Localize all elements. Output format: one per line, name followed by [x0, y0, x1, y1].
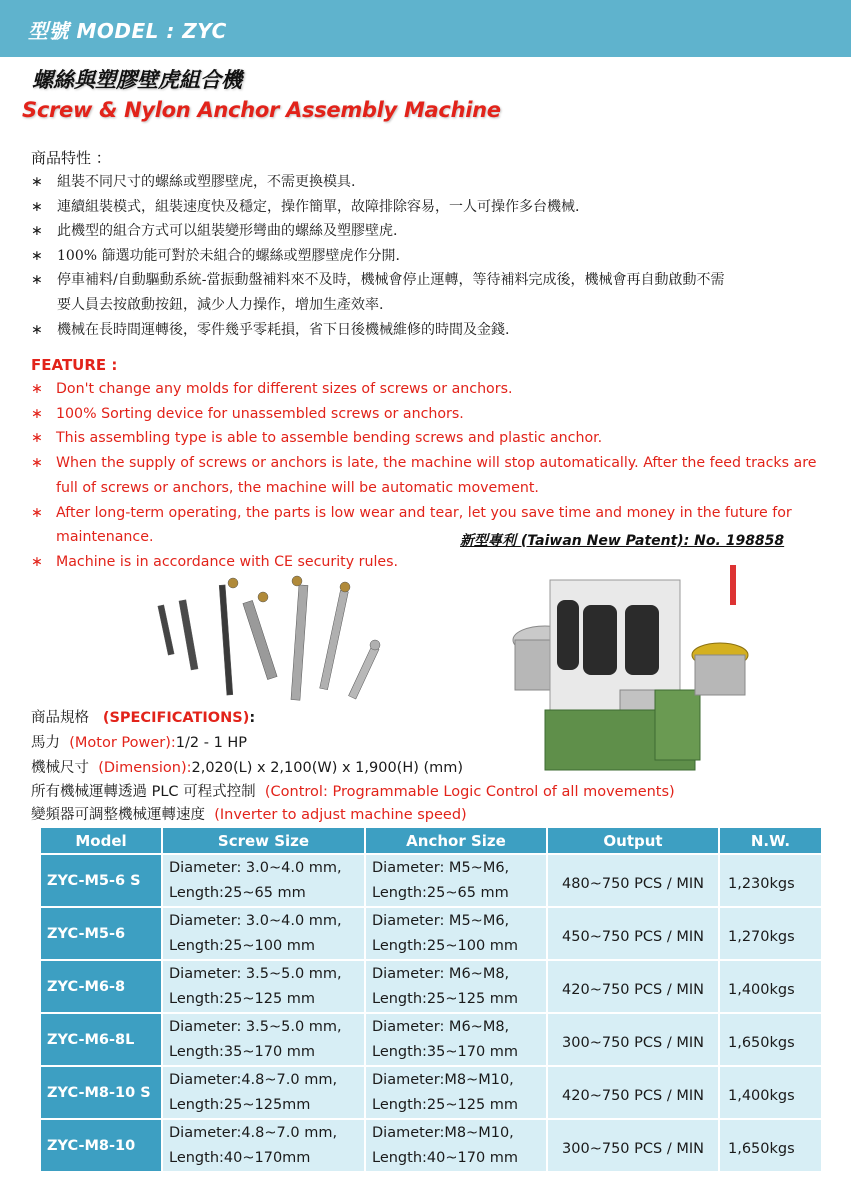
table-row: [41, 1014, 821, 1065]
feature-en-item: ∗ After long-term operating, the parts is low wear and tear, let you save time and money in the future for maintenance.: [31, 504, 792, 546]
model-cell: ZYC-M5-6 S: [41, 855, 161, 906]
feature-zh-item: ∗ 組裝不同尺寸的螺絲或塑膠壁虎，不需更換模具.: [31, 174, 356, 190]
output-cell: 300~750 PCS / MIN: [548, 1120, 718, 1171]
col-header: N.W.: [720, 828, 821, 853]
spec-inverter: 變頻器可調整機械運轉速度 (Inverter to adjust machine speed): [31, 807, 467, 823]
feature-en-item: ∗ This assembling type is able to assemble bending screws and plastic anchor.: [31, 430, 603, 447]
spec-heading: 商品規格 (SPECIFICATIONS):: [31, 710, 256, 726]
screw-cell: Diameter: 3.0~4.0 mm, Length:25~65 mm: [163, 855, 364, 906]
feature-zh-item: ∗ 連續組裝模式，組裝速度快及穩定，操作簡單，故障排除容易，一人可操作多台機械.: [31, 198, 580, 215]
table-row: [41, 961, 821, 1012]
page-title: 型號 MODEL : ZYC: [28, 19, 227, 43]
anchor-cell: Diameter: M5~M6, Length:25~100 mm: [366, 908, 546, 959]
feature-zh-item: ∗ 機械在長時間運轉後，零件幾乎零耗損，省下日後機械維修的時間及金錢.: [31, 321, 510, 338]
feature-en-item: ∗ When the supply of screws or anchors is late, the machine will stop automatically. After the feed tracks are full of screws or anchors, the machine will be automatic movement.: [31, 455, 817, 496]
output-cell: 300~750 PCS / MIN: [548, 1014, 718, 1065]
anchor-cell: Diameter: M6~M8, Length:35~170 mm: [366, 1014, 546, 1065]
col-header: Output: [548, 828, 718, 853]
machine-photo: [505, 560, 750, 775]
output-cell: 420~750 PCS / MIN: [548, 961, 718, 1012]
header-bar: [0, 0, 851, 57]
spec-motor: 馬力 (Motor Power):1/2 - 1 HP: [31, 735, 248, 751]
product-title-zh: 螺絲與塑膠壁虎組合機: [32, 67, 242, 92]
product-title-en: Screw & Nylon Anchor Assembly Machine: [22, 98, 501, 122]
col-header: Anchor Size: [366, 828, 546, 853]
weight-cell: 1,400kgs: [720, 1067, 821, 1118]
weight-cell: 1,400kgs: [720, 961, 821, 1012]
screw-cell: Diameter:4.8~7.0 mm, Length:40~170mm: [163, 1120, 364, 1171]
anchor-cell: Diameter: M5~M6, Length:25~65 mm: [366, 855, 546, 906]
table-header-row: [41, 828, 821, 853]
anchor-screw-icon: [158, 576, 380, 700]
anchor-cell: Diameter:M8~M10, Length:40~170 mm: [366, 1120, 546, 1171]
features-en-heading: FEATURE :: [31, 356, 118, 374]
anchor-cell: Diameter: M6~M8, Length:25~125 mm: [366, 961, 546, 1012]
table-row: [41, 908, 821, 959]
spec-table: [39, 826, 823, 1173]
features-zh-list: [31, 170, 821, 342]
feature-zh-item: ∗ 停車補料/自動驅動系統-當振動盤補料來不及時，機械會停止運轉，等待補料完成後，機械會再自動啟動不需要人員去按啟動按鈕，減少人力操作，增加生產效率.: [31, 272, 725, 313]
spec-dimension: 機械尺寸 (Dimension):2,020(L) x 2,100(W) x 1,900(H) (mm): [31, 760, 464, 776]
screw-cell: Diameter:4.8~7.0 mm, Length:25~125mm: [163, 1067, 364, 1118]
output-cell: 420~750 PCS / MIN: [548, 1067, 718, 1118]
weight-cell: 1,650kgs: [720, 1014, 821, 1065]
table-row: [41, 1067, 821, 1118]
model-cell: ZYC-M6-8: [41, 961, 161, 1012]
screw-cell: Diameter: 3.0~4.0 mm, Length:25~100 mm: [163, 908, 364, 959]
feature-en-item: ∗ 100% Sorting device for unassembled screws or anchors.: [31, 405, 464, 422]
output-cell: 480~750 PCS / MIN: [548, 855, 718, 906]
feature-en-item: ∗ Don't change any molds for different sizes of screws or anchors.: [31, 381, 513, 397]
col-header: Screw Size: [163, 828, 364, 853]
feature-zh-item: ∗ 此機型的組合方式可以組裝變形彎曲的螺絲及塑膠壁虎.: [31, 223, 398, 240]
weight-cell: 1,650kgs: [720, 1120, 821, 1171]
model-cell: ZYC-M6-8L: [41, 1014, 161, 1065]
model-cell: ZYC-M5-6: [41, 908, 161, 959]
patent-note: 新型專利 (Taiwan New Patent): No. 198858: [460, 533, 785, 549]
model-cell: ZYC-M8-10: [41, 1120, 161, 1171]
table-row: [41, 855, 821, 906]
anchor-cell: Diameter:M8~M10, Length:25~125 mm: [366, 1067, 546, 1118]
model-cell: ZYC-M8-10 S: [41, 1067, 161, 1118]
weight-cell: 1,270kgs: [720, 908, 821, 959]
features-zh-heading: 商品特性 ：: [31, 149, 111, 167]
screw-anchor-photo: [145, 575, 405, 710]
feature-en-item: ∗ Machine is in accordance with CE security rules.: [31, 553, 399, 570]
screw-cell: Diameter: 3.5~5.0 mm, Length:35~170 mm: [163, 1014, 364, 1065]
spec-plc: 所有機械運轉透過 PLC 可程式控制 (Control: Programmable Logic Control of all movements): [31, 784, 675, 800]
weight-cell: 1,230kgs: [720, 855, 821, 906]
screw-cell: Diameter: 3.5~5.0 mm, Length:25~125 mm: [163, 961, 364, 1012]
machine-icon: [513, 565, 748, 770]
table-row: [41, 1120, 821, 1171]
feature-zh-item: ∗ 100% 篩選功能可對於未組合的螺絲或塑膠壁虎作分開.: [31, 247, 400, 264]
col-header: Model: [41, 828, 161, 853]
output-cell: 450~750 PCS / MIN: [548, 908, 718, 959]
